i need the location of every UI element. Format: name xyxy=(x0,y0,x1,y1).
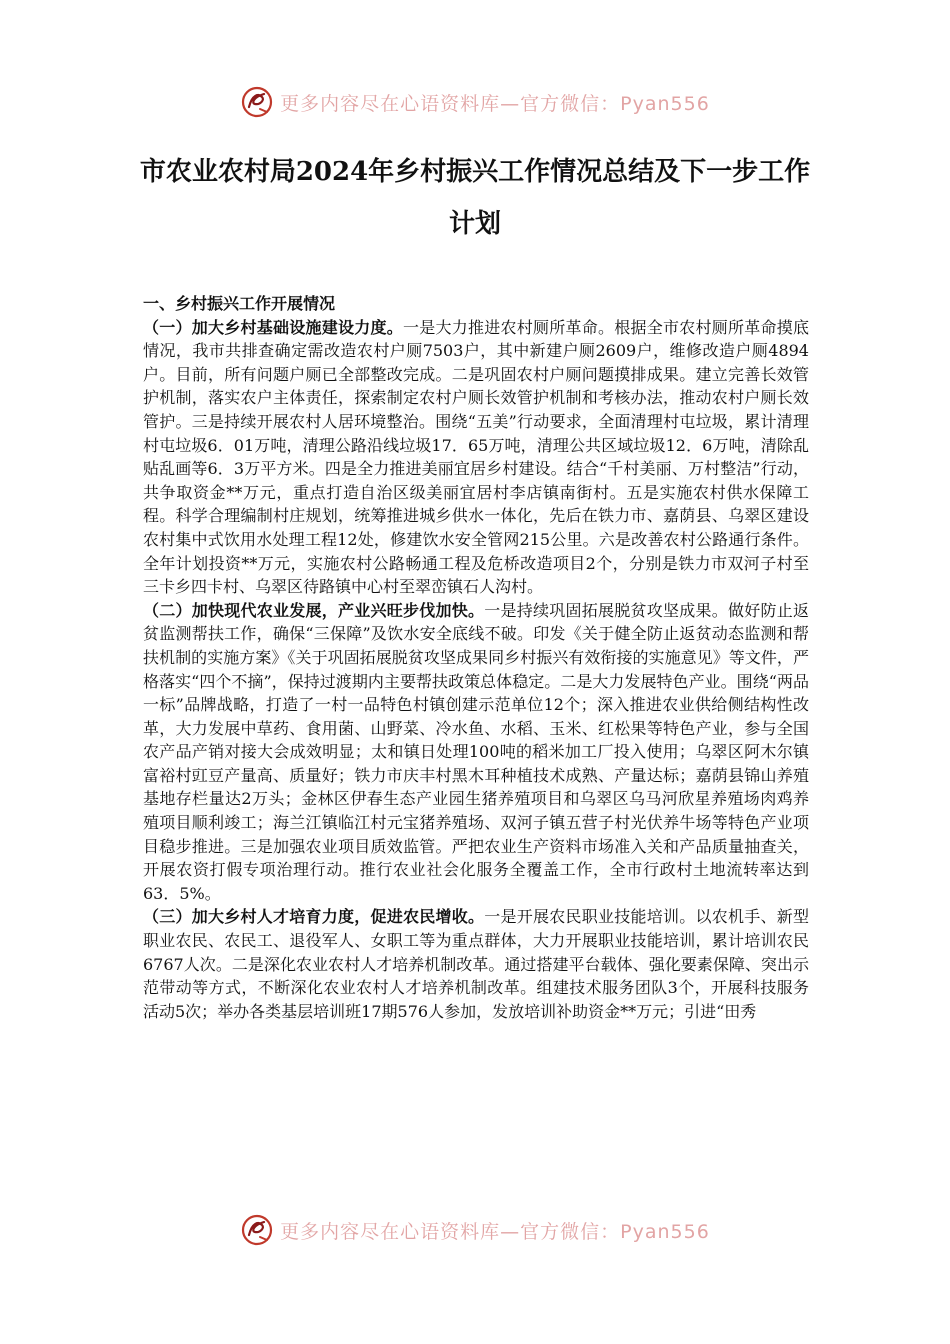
watermark-text: 更多内容尽在心语资料库—官方微信：Pyan556 xyxy=(280,1220,710,1243)
header-watermark xyxy=(0,82,950,122)
section-heading: 一、乡村振兴工作开展情况 xyxy=(143,294,336,313)
paragraph-text: 一是开展农民职业技能培训。以农机手、新型职业农民、农民工、退役军人、女职工等为重点群体，大力开展职业技能培训，累计培训农民6767人次。二是深化农业农村人才培养机制改革。通过搭建平台载体、强化要素保障、突出示范带动等方式，不断深化农业农村人才培养机制改革。组建技术服务团队3个，开展科技服务活动5次；举办各类基层培训班17期576人参加，发放培训补助资金**万元；引进“田秀 xyxy=(143,907,809,1021)
paragraph-modern-agriculture xyxy=(143,599,809,906)
watermark-text: 更多内容尽在心语资料库—官方微信：Pyan556 xyxy=(280,92,710,115)
document-body xyxy=(143,292,809,1023)
paragraph-infrastructure xyxy=(143,316,809,599)
signature-logo-icon xyxy=(240,85,274,119)
signature-logo-icon xyxy=(240,1213,274,1247)
footer-watermark xyxy=(0,1210,950,1250)
paragraph-heading: （二）加快现代农业发展，产业兴旺步伐加快。 xyxy=(143,600,485,620)
document-title: 市农业农村局2024年乡村振兴工作情况总结及下一步工作计划 xyxy=(139,157,811,239)
paragraph-heading: （三）加大乡村人才培育力度，促进农民增收。 xyxy=(143,907,485,927)
paragraph-talent-cultivation xyxy=(143,905,809,1023)
paragraph-heading: （一）加大乡村基础设施建设力度。 xyxy=(143,317,403,337)
paragraph-text: 一是大力推进农村厕所革命。根据全市农村厕所革命摸底情况，我市共排查确定需改造农村户厕7503户，其中新建户厕2609户，维修改造户厕4894户。目前，所有问题户厕已全部整改完成。二是巩固农村户厕问题摸排成果。建立完善长效管护机制，落实农户主体责任，探索制定农村户厕长效管护机制和考核办法，推动农村户厕长效管护。三是持续开展农村人居环境整治。围绕“五美”行动要求，全面清理村屯垃圾，累计清理村屯垃圾6．01万吨，清理公路沿线垃圾17．65万吨，清理公共区域垃圾12．6万吨，清除乱贴乱画等6．3万平方米。四是全力推进美丽宜居乡村建设。结合“千村美丽、万村整洁”行动，共争取资金**万元，重点打造自治区级美丽宜居村李店镇南街村。五是实施农村供水保障工程。科学合理编制村庄规划，统筹推进城乡供水一体化，先后在铁力市、嘉荫县、乌翠区建设农村集中式饮用水处理工程12处，修建饮水安全管网215公里。六是改善农村公路通行条件。全年计划投资**万元，实施农村公路畅通工程及危桥改造项目2个，分别是铁力市双河子村至三卡乡四卡村、乌翠区待路镇中心村至翠峦镇石人沟村。 xyxy=(143,317,809,597)
paragraph-text: 一是持续巩固拓展脱贫攻坚成果。做好防止返贫监测帮扶工作，确保“三保障”及饮水安全底线不破。印发《关于健全防止返贫动态监测和帮扶机制的实施方案》《关于巩固拓展脱贫攻坚成果同乡村振兴有效衔接的实施意见》等文件，严格落实“四个不摘”，保持过渡期内主要帮扶政策总体稳定。二是大力发展特色产业。围绕“两品一标”品牌战略，打造了一村一品特色村镇创建示范单位12个；深入推进农业供给侧结构性改革，大力发展中草药、食用菌、山野菜、冷水鱼、水稻、玉米、红松果等特色产业，参与全国农产品产销对接大会成效明显；太和镇日处理100吨的稻米加工厂投入使用；乌翠区阿木尔镇富裕村豇豆产量高、质量好；铁力市庆丰村黑木耳种植技术成熟、产量达标；嘉荫县锦山养殖基地存栏量达2万头；金林区伊春生态产业园生猪养殖项目和乌翠区乌马河欣星养殖场肉鸡养殖项目顺利竣工；海兰江镇临江村元宝猪养殖场、双河子镇五营子村光伏养牛场等特色产业项目稳步推进。三是加强农业项目质效监管。严把农业生产资料市场准入关和产品质量抽查关，开展农资打假专项治理行动。推行农业社会化服务全覆盖工作，全市行政村土地流转率达到63．5%。 xyxy=(143,600,809,903)
